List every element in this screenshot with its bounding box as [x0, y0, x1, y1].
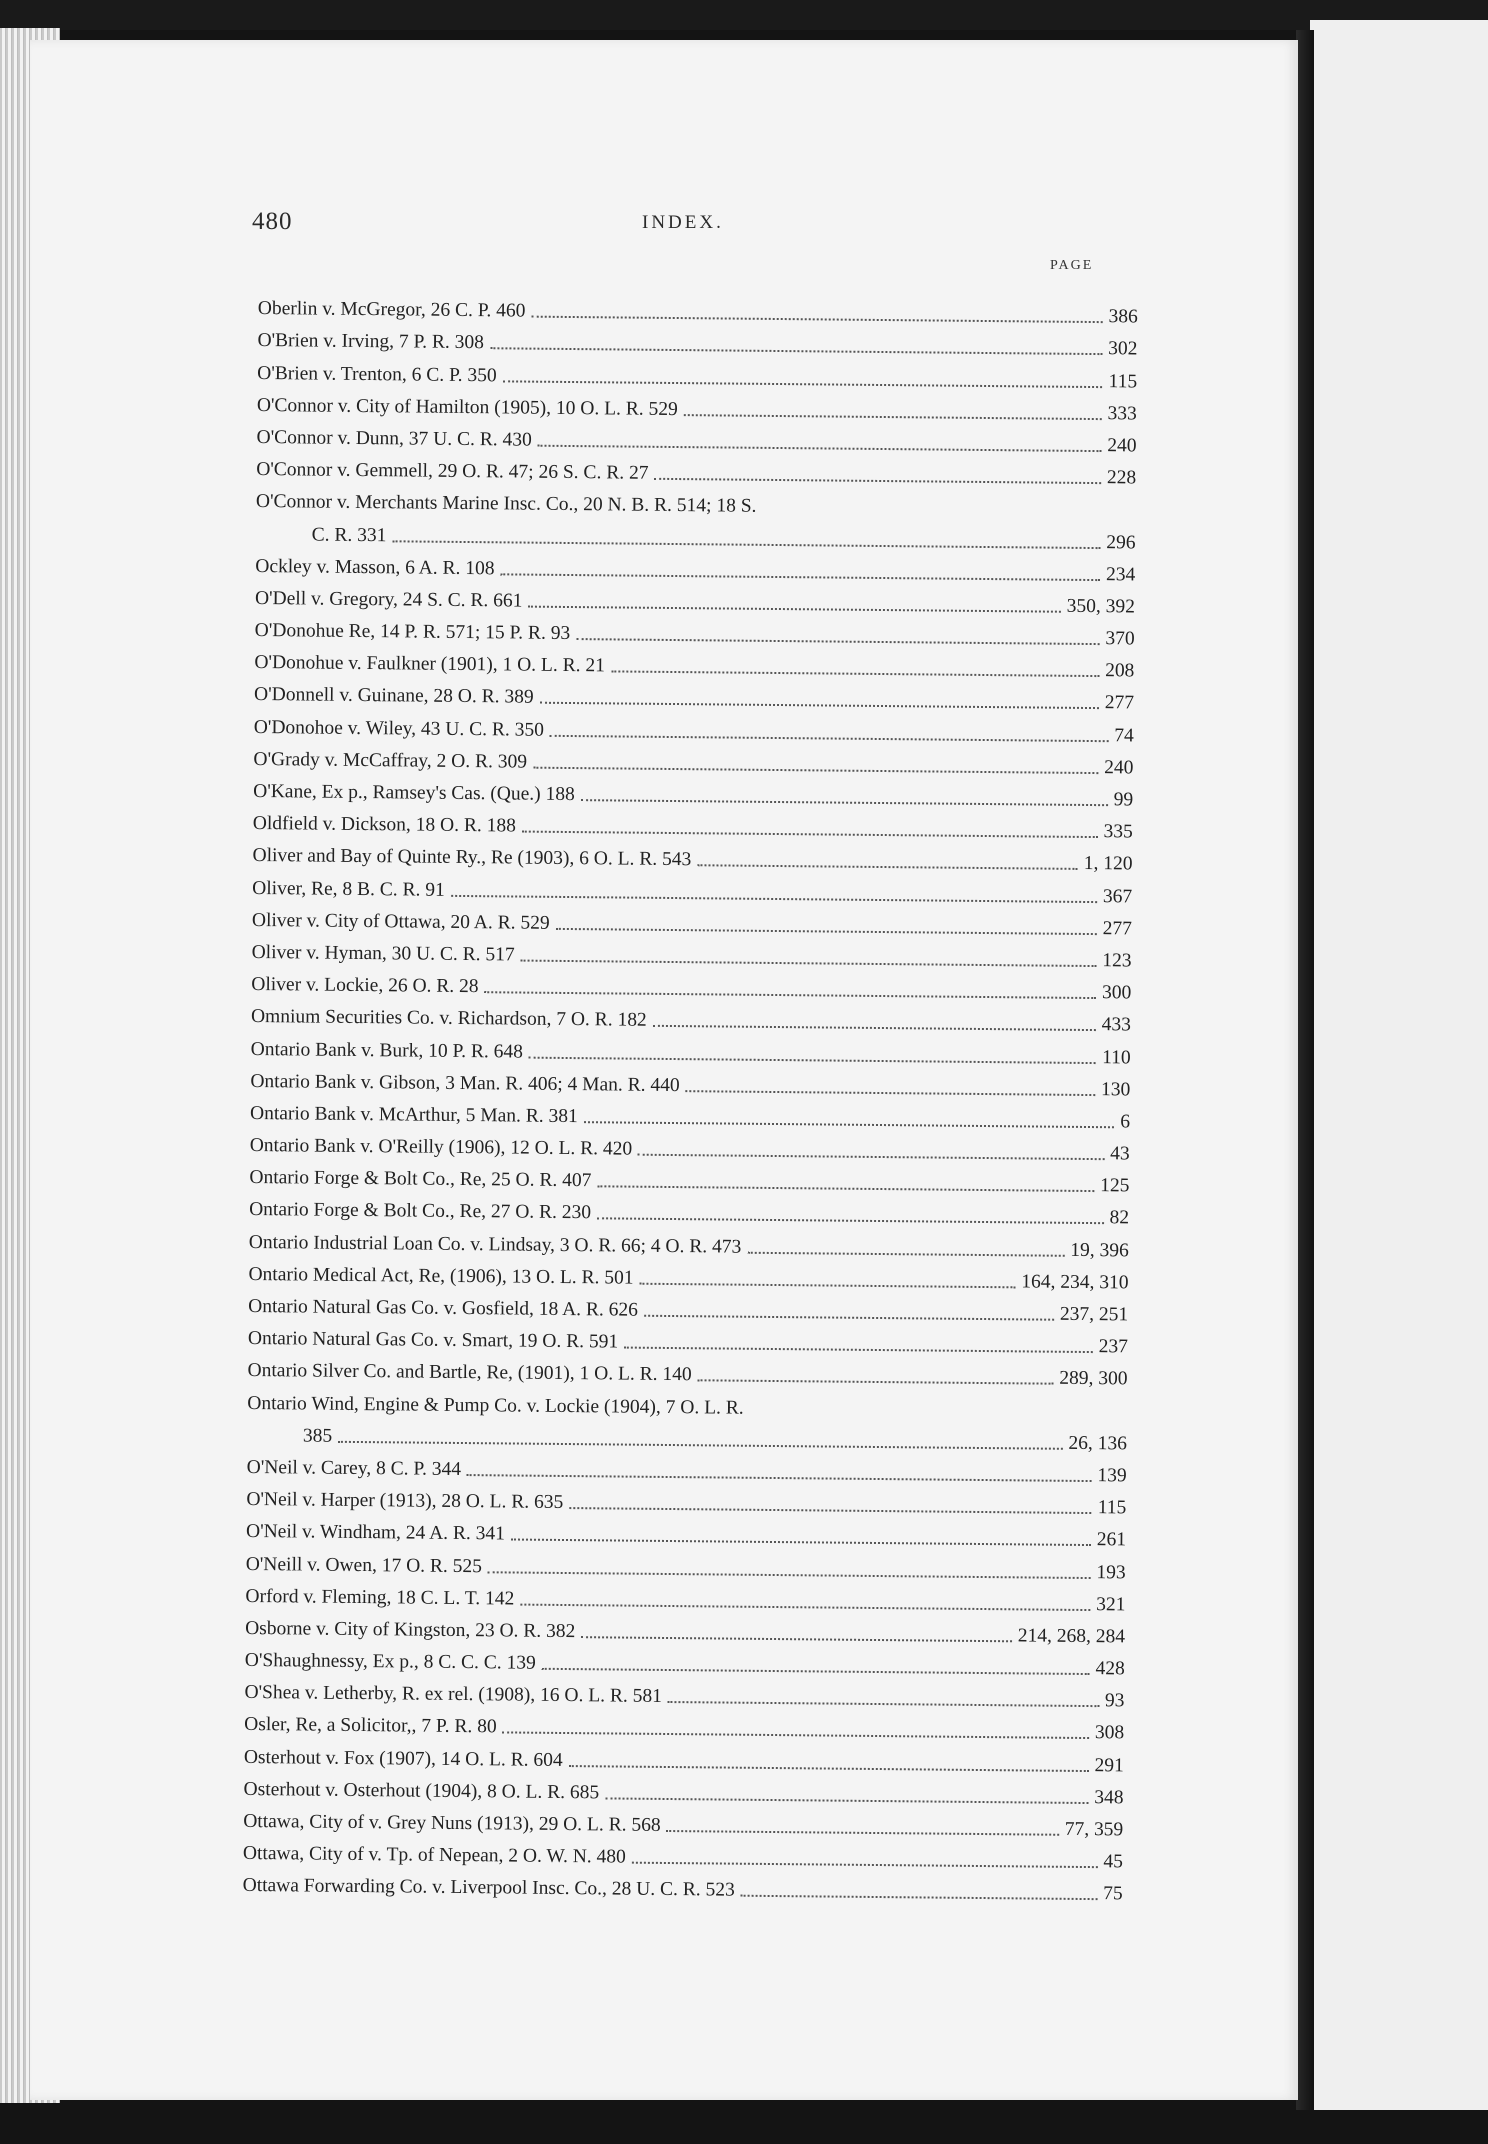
entry-case-name: O'Shaughnessy, Ex p., 8 C. C. C. 139: [244, 1649, 536, 1674]
entry-case-name: Ottawa, City of v. Tp. of Nepean, 2 O. W. N. 480: [242, 1843, 626, 1868]
dot-leader: [503, 1731, 1089, 1740]
entry-case-name: Oberlin v. McGregor, 26 C. P. 460: [257, 298, 526, 322]
entry-page-numbers: 289, 300: [1059, 1368, 1128, 1390]
entry-case-name: Ottawa, City of v. Grey Nuns (1913), 29 O. L. R. 568: [243, 1810, 661, 1836]
dot-leader: [597, 1185, 1094, 1193]
entry-case-name: Ontario Forge & Bolt Co., Re, 25 O. R. 407: [249, 1167, 592, 1192]
entry-case-name: Ontario Wind, Engine & Pump Co. v. Lockie (1904), 7 O. L. R.: [247, 1392, 744, 1419]
entry-page-numbers: 234: [1105, 563, 1136, 586]
entry-page-numbers: 193: [1096, 1561, 1126, 1583]
entry-page-numbers: 115: [1108, 370, 1138, 393]
dot-leader: [611, 670, 1099, 678]
entry-page-numbers: 115: [1097, 1497, 1127, 1519]
dot-leader: [500, 572, 1100, 581]
entry-case-name: Oliver v. Hyman, 30 U. C. R. 517: [251, 941, 515, 966]
entry-page-numbers: 26, 136: [1068, 1432, 1128, 1455]
dot-leader: [451, 893, 1097, 902]
entry-page-numbers: 99: [1113, 789, 1134, 811]
entry-case-name: Ontario Natural Gas Co. v. Smart, 19 O. R. 591: [247, 1328, 619, 1353]
page-column-heading: PAGE: [1050, 258, 1094, 273]
entry-case-name: Oliver v. City of Ottawa, 20 A. R. 529: [251, 909, 550, 934]
entry-case-name: Ontario Bank v. McArthur, 5 Man. R. 381: [249, 1102, 578, 1127]
entry-case-name: O'Donohoe v. Wiley, 43 U. C. R. 350: [253, 716, 545, 741]
entry-page-numbers: 348: [1094, 1786, 1124, 1809]
facing-page: [1310, 20, 1488, 2110]
dot-leader: [490, 347, 1102, 356]
entry-case-name: O'Dell v. Gregory, 24 S. C. R. 661: [254, 587, 523, 612]
dot-leader: [581, 798, 1108, 806]
dot-leader: [569, 1506, 1092, 1514]
dot-leader: [697, 864, 1077, 871]
entry-page-numbers: 123: [1102, 950, 1132, 972]
entry-page-numbers: 130: [1100, 1078, 1131, 1101]
entry-page-numbers: 237: [1098, 1336, 1128, 1358]
entry-case-name: O'Shea v. Letherby, R. ex rel. (1908), 16 O. L. R. 581: [244, 1682, 663, 1708]
dot-leader: [686, 1089, 1095, 1096]
entry-page-numbers: 261: [1096, 1529, 1127, 1551]
entry-page-numbers: 300: [1101, 982, 1132, 1004]
entry-page-numbers: 428: [1095, 1658, 1125, 1680]
entry-case-name: O'Grady v. McCaffray, 2 O. R. 309: [253, 748, 528, 773]
dot-leader: [511, 1538, 1091, 1547]
entry-case-name: Ontario Forge & Bolt Co., Re, 27 O. R. 230: [249, 1199, 592, 1224]
dot-leader: [644, 1314, 1054, 1321]
entry-case-name: O'Neill v. Owen, 17 O. R. 525: [245, 1553, 483, 1577]
entry-page-numbers: 77, 359: [1064, 1818, 1124, 1841]
dot-leader: [654, 477, 1100, 484]
running-head: INDEX.: [642, 212, 724, 233]
entry-page-numbers: 1, 120: [1083, 853, 1133, 875]
entry-page-numbers: 240: [1104, 756, 1134, 779]
dot-leader: [632, 1861, 1098, 1868]
entry-page-numbers: 19, 396: [1070, 1239, 1129, 1262]
scan-top-border: [0, 0, 1488, 30]
entry-case-name: Ottawa Forwarding Co. v. Liverpool Insc. Co., 28 U. C. R. 523: [242, 1875, 735, 1902]
entry-case-name: O'Donnell v. Guinane, 28 O. R. 389: [253, 684, 534, 709]
entry-page-numbers: 6: [1120, 1111, 1131, 1133]
entry-page-numbers: 45: [1103, 1851, 1124, 1873]
entry-case-name: Ontario Industrial Loan Co. v. Lindsay, 3 O. R. 66; 4 O. R. 473: [248, 1231, 742, 1258]
entry-case-name: O'Donohue v. Faulkner (1901), 1 O. L. R. 21: [254, 652, 605, 677]
index-entry-list: [243, 288, 1138, 1906]
entry-page-numbers: 214, 268, 284: [1017, 1625, 1126, 1648]
entry-page-numbers: 228: [1106, 467, 1137, 489]
entry-case-name: Ontario Bank v. O'Reilly (1906), 12 O. L. R. 420: [249, 1135, 633, 1160]
dot-leader: [640, 1282, 1016, 1289]
entry-page-numbers: 333: [1107, 402, 1137, 425]
dot-leader: [556, 927, 1097, 935]
entry-case-name: Ockley v. Masson, 6 A. R. 108: [255, 555, 495, 579]
dot-leader: [538, 444, 1101, 452]
page-number: 480: [252, 208, 293, 235]
entry-case-name: Oliver, Re, 8 B. C. R. 91: [252, 877, 445, 901]
dot-leader: [698, 1379, 1054, 1385]
dot-leader: [667, 1829, 1059, 1836]
entry-case-name: Osborne v. City of Kingston, 23 O. R. 382: [245, 1617, 576, 1642]
dot-leader: [529, 1055, 1096, 1063]
entry-case-name: O'Donohue Re, 14 P. R. 571; 15 P. R. 93: [254, 620, 571, 645]
dot-leader: [576, 637, 1099, 645]
dot-leader: [653, 1024, 1096, 1031]
dot-leader: [542, 1667, 1090, 1675]
page-header: [252, 208, 1132, 244]
dot-leader: [550, 733, 1108, 741]
book-gutter: [1296, 30, 1314, 2110]
dot-leader: [605, 1796, 1088, 1804]
entry-page-numbers: 43: [1110, 1143, 1130, 1165]
entry-case-name: Omnium Securities Co. v. Richardson, 7 O. R. 182: [250, 1006, 647, 1032]
entry-case-name: C. R. 331: [311, 524, 387, 546]
entry-case-name: Ontario Bank v. Burk, 10 P. R. 648: [250, 1038, 524, 1063]
dot-leader: [741, 1894, 1097, 1900]
entry-page-numbers: 433: [1101, 1014, 1132, 1036]
entry-case-name: Orford v. Fleming, 18 C. L. T. 142: [245, 1585, 515, 1610]
entry-page-numbers: 370: [1105, 628, 1135, 650]
entry-case-name: Oliver v. Lockie, 26 O. R. 28: [251, 974, 479, 998]
entry-case-name: O'Connor v. City of Hamilton (1905), 10 O. L. R. 529: [256, 394, 678, 420]
entry-page-numbers: 386: [1108, 306, 1138, 328]
dot-leader: [540, 701, 1099, 709]
entry-page-numbers: 164, 234, 310: [1021, 1271, 1129, 1294]
entry-page-numbers: 367: [1102, 885, 1133, 907]
entry-case-name: Oliver and Bay of Quinte Ry., Re (1903), 6 O. L. R. 543: [252, 845, 692, 871]
entry-page-numbers: 110: [1102, 1046, 1131, 1068]
dot-leader: [569, 1764, 1089, 1772]
dot-leader: [520, 1602, 1090, 1610]
entry-page-numbers: 74: [1114, 724, 1134, 747]
dot-leader: [581, 1635, 1012, 1642]
entry-page-numbers: 125: [1100, 1175, 1130, 1197]
entry-page-numbers: 237, 251: [1059, 1303, 1129, 1326]
entry-case-name: Osterhout v. Fox (1907), 14 O. L. R. 604: [243, 1746, 563, 1771]
entry-page-numbers: 335: [1103, 821, 1133, 843]
entry-case-name: Ontario Medical Act, Re, (1906), 13 O. L. R. 501: [248, 1263, 634, 1289]
dot-leader: [597, 1217, 1104, 1225]
entry-case-name: 385: [302, 1425, 333, 1447]
entry-case-name: O'Connor v. Gemmell, 29 O. R. 47; 26 S. C. R. 27: [256, 459, 649, 484]
dot-leader: [521, 958, 1097, 967]
entry-case-name: O'Brien v. Irving, 7 P. R. 308: [257, 330, 485, 354]
entry-page-numbers: 296: [1106, 531, 1136, 553]
entry-case-name: Oldfield v. Dickson, 18 O. R. 188: [252, 813, 517, 837]
entry-case-name: O'Connor v. Merchants Marine Insc. Co., 20 N. B. R. 514; 18 S.: [255, 491, 757, 518]
entry-page-numbers: 291: [1094, 1754, 1124, 1777]
entry-page-numbers: 350, 392: [1066, 595, 1136, 618]
entry-page-numbers: 240: [1107, 435, 1137, 457]
entry-case-name: O'Neil v. Harper (1913), 28 O. L. R. 635: [246, 1489, 564, 1514]
entry-case-name: Osler, Re, a Solicitor,, 7 P. R. 80: [244, 1714, 497, 1738]
dot-leader: [485, 990, 1096, 999]
entry-page-numbers: 321: [1096, 1593, 1126, 1616]
entry-case-name: O'Kane, Ex p., Ramsey's Cas. (Que.) 188: [253, 780, 575, 806]
dot-leader: [747, 1250, 1064, 1256]
dot-leader: [533, 765, 1098, 773]
dot-leader: [522, 830, 1098, 839]
dot-leader: [488, 1570, 1091, 1579]
entry-page-numbers: 93: [1104, 1690, 1125, 1712]
entry-case-name: Ontario Bank v. Gibson, 3 Man. R. 406; 4 Man. R. 440: [250, 1070, 680, 1096]
entry-case-name: O'Brien v. Trenton, 6 C. P. 350: [257, 362, 497, 386]
dot-leader: [503, 379, 1103, 388]
dot-leader: [531, 315, 1102, 323]
entry-page-numbers: 139: [1097, 1465, 1127, 1487]
entry-case-name: O'Neil v. Windham, 24 A. R. 341: [245, 1521, 506, 1545]
entry-case-name: O'Neil v. Carey, 8 C. P. 344: [246, 1456, 462, 1480]
entry-page-numbers: 302: [1108, 338, 1138, 360]
entry-page-numbers: 277: [1104, 692, 1135, 714]
dot-leader: [684, 413, 1102, 420]
dot-leader: [467, 1473, 1091, 1482]
entry-page-numbers: 208: [1105, 660, 1135, 682]
entry-page-numbers: 277: [1102, 917, 1132, 940]
entry-page-numbers: 82: [1109, 1207, 1130, 1229]
entry-case-name: O'Connor v. Dunn, 37 U. C. R. 430: [256, 426, 532, 451]
dot-leader: [528, 604, 1060, 612]
entry-case-name: Ontario Silver Co. and Bartle, Re, (1901), 1 O. L. R. 140: [247, 1360, 692, 1386]
dot-leader: [584, 1120, 1114, 1128]
dot-leader: [668, 1700, 1099, 1707]
entry-page-numbers: 308: [1094, 1722, 1125, 1744]
dot-leader: [624, 1346, 1092, 1353]
dot-leader: [638, 1153, 1104, 1160]
entry-case-name: Osterhout v. Osterhout (1904), 8 O. L. R. 685: [243, 1778, 600, 1804]
entry-case-name: Ontario Natural Gas Co. v. Gosfield, 18 A. R. 626: [248, 1295, 639, 1321]
entry-page-numbers: 75: [1103, 1883, 1123, 1905]
